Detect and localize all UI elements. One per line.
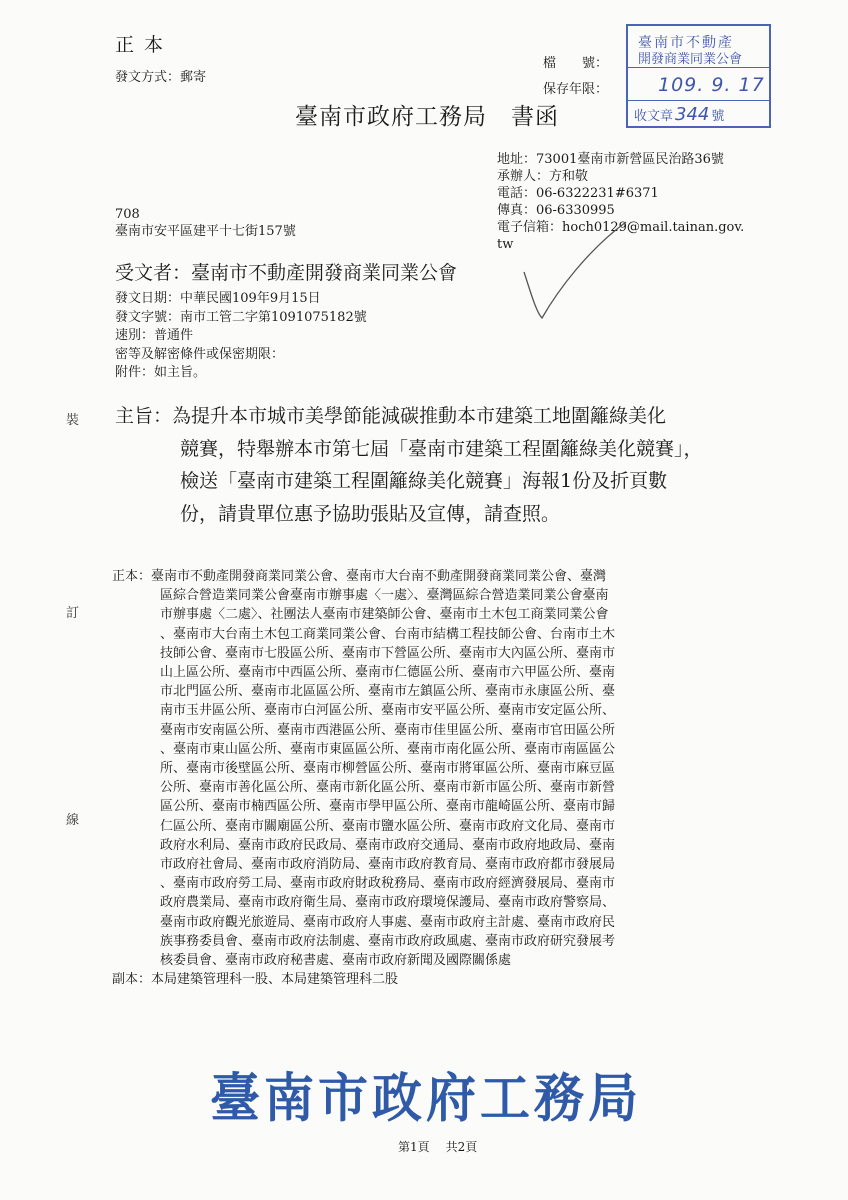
retention-period-label: 保存年限：	[543, 82, 609, 97]
subject-line: 競賽，特舉辦本市第七屆「臺南市建築工程圍籬綠美化競賽」，	[180, 437, 703, 460]
subject-line: 份，請貴單位惠予協助張貼及宣傳，請查照。	[180, 502, 561, 525]
received-stamp	[626, 24, 771, 128]
total-pages: 共2頁	[445, 1140, 478, 1154]
distribution-line: 正本：臺南市不動產開發商業同業公會、臺南市大台南不動產開發商業同業公會、臺灣	[112, 569, 607, 584]
binding-mark: 訂	[66, 606, 80, 621]
distribution-line: 所、臺南市後壁區公所、臺南市柳營區公所、臺南市將軍區公所、臺南市麻豆區	[160, 761, 616, 777]
fax-number: 傳真：06-6330995	[497, 203, 615, 218]
distribution-line: 族事務委員會、臺南市政府法制處、臺南市政府政風處、臺南市政府研究發展考	[160, 933, 616, 949]
secrecy-level: 密等及解密條件或保密期限：	[115, 346, 285, 362]
stamp-received-number: 344	[675, 104, 710, 125]
subject-line: 檢送「臺南市建築工程圍籬綠美化競賽」海報1份及折頁數	[180, 470, 668, 492]
document-number: 發文字號：南市工管二字第1091075182號	[115, 309, 367, 325]
subject-section	[115, 400, 703, 530]
distribution-line: 南市玉井區公所、臺南市白河區公所、臺南市安平區公所、臺南市安定區公所、	[160, 703, 616, 719]
distribution-line: 臺南市安南區公所、臺南市西港區公所、臺南市佳里區公所、臺南市官田區公所	[160, 722, 616, 738]
page-number	[398, 1138, 477, 1155]
distribution-line: 市辦事處〈二處〉、社團法人臺南市建築師公會、臺南市土木包工商業同業公會	[160, 607, 609, 623]
stamp-divider	[628, 67, 769, 68]
send-method: 發文方式：郵寄	[115, 70, 207, 85]
distribution-line: 市政府社會局、臺南市政府消防局、臺南市政府教育局、臺南市政府都市發展局	[160, 857, 616, 873]
delivery-speed: 速別：普通件	[115, 328, 194, 343]
issue-date: 發文日期：中華民國109年9月15日	[115, 291, 321, 306]
phone-number: 電話：06-6322231#6371	[497, 186, 659, 201]
binding-mark: 裝	[66, 413, 80, 428]
subject-line: 主旨：為提升本市城市美學節能減碳推動本市建築工地圍籬綠美化	[115, 405, 667, 427]
sender-address: 地址：73001臺南市新營區民治路36號	[497, 152, 724, 167]
stamp-org-line1: 臺南市不動產	[638, 35, 734, 51]
stamp-received-label: 收文章	[634, 109, 674, 124]
stamp-received-suffix: 號	[711, 109, 725, 124]
stamp-date: 109. 9. 17	[658, 74, 765, 96]
handwritten-check-mark	[518, 200, 638, 320]
distribution-line: 區公所、臺南市楠西區公所、臺南市學甲區公所、臺南市龍崎區公所、臺南市歸	[160, 799, 616, 815]
distribution-line: 政府水利局、臺南市政府民政局、臺南市政府交通局、臺南市政府地政局、臺南	[160, 837, 616, 853]
handler-name: 承辦人：方和敬	[497, 169, 589, 184]
distribution-line: 政府農業局、臺南市政府衛生局、臺南市政府環境保護局、臺南市政府警察局、	[160, 895, 616, 911]
distribution-line: 區綜合營造業同業公會臺南市辦事處〈一處〉、臺灣區綜合營造業同業公會臺南	[160, 588, 609, 604]
distribution-line: 、臺南市政府勞工局、臺南市政府財政稅務局、臺南市政府經濟發展局、臺南市	[160, 876, 616, 892]
agency-seal-text: 臺南市政府工務局	[210, 1066, 642, 1129]
distribution-line: 核委員會、臺南市政府秘書處、臺南市政府新聞及國際關係處	[160, 953, 512, 969]
title-doc-type: 書函	[511, 104, 559, 130]
title-organization: 臺南市政府工務局	[295, 104, 487, 130]
stamp-divider	[628, 100, 769, 101]
distribution-line: 市北門區公所、臺南市北區區公所、臺南市左鎮區公所、臺南市永康區公所、臺	[160, 684, 616, 700]
distribution-line: 、臺南市東山區公所、臺南市東區區公所、臺南市南化區公所、臺南市南區區公	[160, 741, 616, 757]
distribution-line: 技師公會、臺南市七股區公所、臺南市下營區公所、臺南市大內區公所、臺南市	[160, 645, 616, 661]
copy-type-label: 正本	[115, 34, 174, 56]
recipient-zip: 708	[115, 207, 140, 222]
distribution-line: 公所、臺南市善化區公所、臺南市新化區公所、臺南市新市區公所、臺南市新營	[160, 780, 616, 796]
document-metadata	[115, 290, 367, 383]
distribution-list	[112, 567, 615, 989]
recipient-street-address: 臺南市安平區建平十七街157號	[115, 224, 296, 239]
current-page: 第1頁	[398, 1140, 430, 1154]
copy-recipients-line: 副本：本局建築管理科一股、本局建築管理科二股	[112, 972, 399, 988]
stamp-received-row	[634, 104, 724, 125]
distribution-line: 仁區公所、臺南市關廟區公所、臺南市鹽水區公所、臺南市政府文化局、臺南市	[160, 818, 616, 834]
stamp-org-line2: 開發商業同業公會	[638, 52, 743, 67]
email-address: 電子信箱：hoch0129@mail.tainan.gov.	[497, 220, 745, 235]
distribution-line: 臺南市政府觀光旅遊局、臺南市政府人事處、臺南市政府主計處、臺南市政府民	[160, 914, 616, 930]
binding-mark: 線	[66, 813, 80, 828]
recipient-address-block	[115, 206, 296, 240]
document-title	[295, 98, 559, 131]
recipient-line: 受文者：臺南市不動產開發商業同業公會	[115, 262, 458, 284]
file-number-label: 檔 號：	[543, 56, 609, 71]
attachment-note: 附件：如主旨。	[115, 365, 207, 380]
distribution-line: 、臺南市大台南土木包工商業同業公會、台南市結構工程技師公會、台南市土木	[160, 626, 616, 642]
distribution-line: 山上區公所、臺南市中西區公所、臺南市仁德區公所、臺南市六甲區公所、臺南	[160, 665, 616, 681]
email-address-continued: tw	[497, 237, 514, 252]
